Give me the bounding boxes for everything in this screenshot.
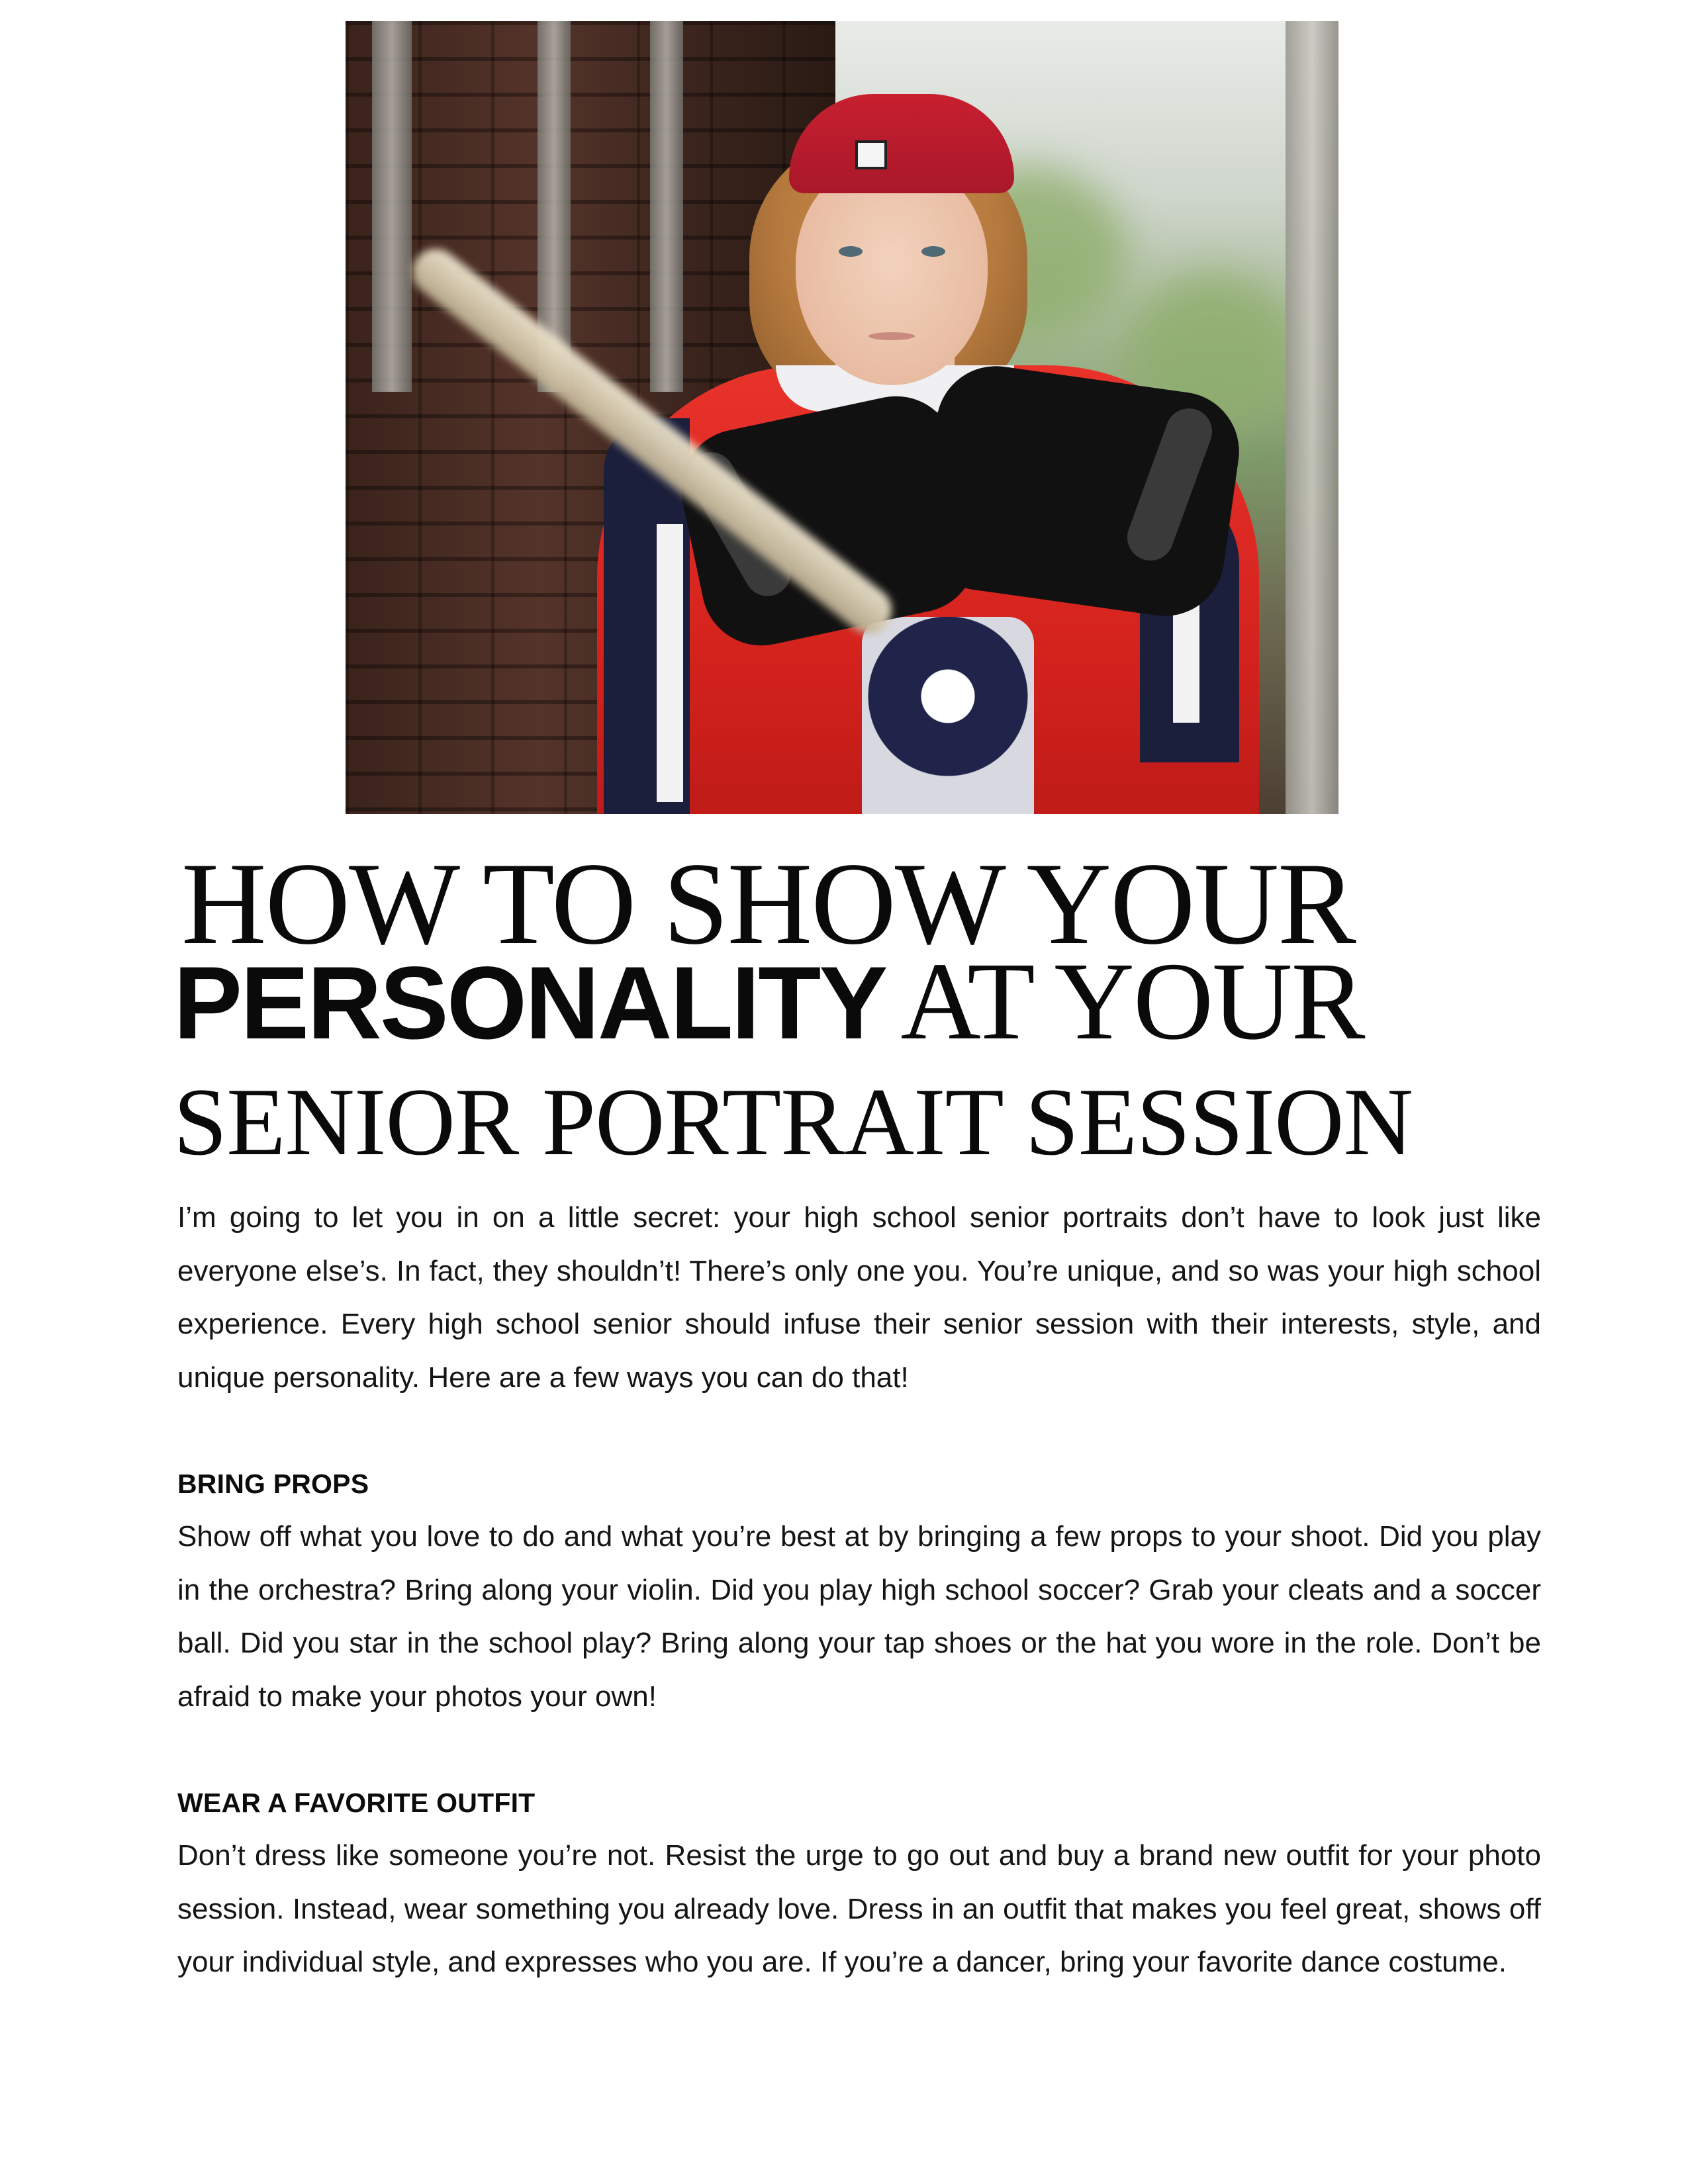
jersey-sleeve-stripe — [657, 524, 683, 802]
section-paragraph: Don’t dress like someone you’re not. Resist the urge to go out and buy a brand new outfit for your photo session. Instead, wear something you already love. Dress in an outfit that makes you feel great, shows off your individual style, and expresses who you are. If you’re a dancer, bring your favorite dance costume. — [177, 1839, 1541, 1978]
title-line-2-rest: AT YOUR — [900, 940, 1364, 1063]
title-line-2 — [173, 940, 1398, 1079]
intro-paragraph: I’m going to let you in on a little secret: your high school senior portraits don’t have to look just like everyone else’s. In fact, they shouldn’t! There’s only one you. You’re unique, and so was your high school experience. Every high school senior should infuse their senior session with their interests, style, and unique personality. Here are a few ways you can do that! — [177, 1201, 1541, 1394]
cap-logo — [855, 140, 887, 169]
section-paragraph: Show off what you love to do and what you’re best at by bringing a few props to your shoot. Did you play in the orchestra? Bring along your violin. Did you play high school soccer? Grab your cleats and a soccer ball. Did you star in the school play? Bring along your tap shoes or the hat you wore in the role. Don’t be afraid to make your photos your own! — [177, 1520, 1541, 1713]
title-bold-word: PERSONALITY — [173, 946, 886, 1061]
title-line-3: SENIOR PORTRAIT SESSION — [173, 1068, 1413, 1175]
article-body — [177, 1191, 1541, 2042]
fence-post — [1286, 21, 1338, 814]
mouth — [868, 332, 915, 340]
eye — [921, 246, 945, 257]
section-bring-props — [177, 1457, 1541, 1723]
article-title — [173, 838, 1413, 1175]
window-frame — [372, 21, 412, 392]
section-heading: WEAR A FAVORITE OUTFIT — [177, 1788, 536, 1818]
window-frame — [650, 21, 683, 392]
title-line-1: HOW TO SHOW YOUR — [181, 838, 1355, 969]
hockey-glove-right — [914, 359, 1247, 624]
section-favorite-outfit — [177, 1776, 1541, 1989]
eye — [839, 246, 863, 257]
section-heading: BRING PROPS — [177, 1469, 369, 1499]
face — [796, 160, 988, 385]
hero-photo — [346, 21, 1338, 814]
jersey-crest — [862, 617, 1034, 814]
